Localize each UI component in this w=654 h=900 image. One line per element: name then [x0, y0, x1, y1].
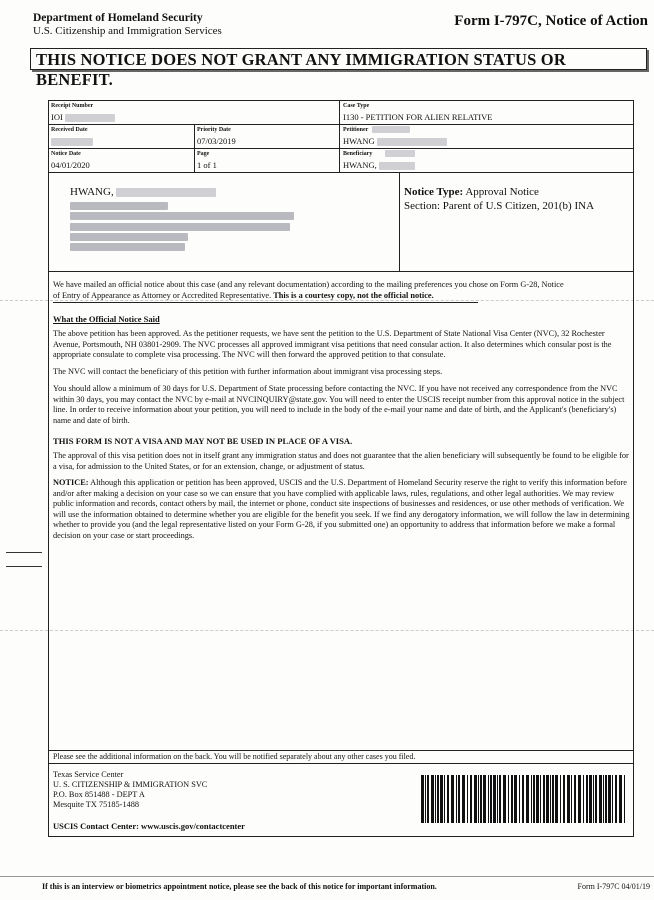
petitioner-value: HWANG: [343, 136, 447, 146]
status-banner: [30, 48, 647, 89]
page-label: Page: [197, 151, 210, 157]
paragraph-status: The approval of this visa petition does not in itself grant any immigration status and does not guarantee that the alien beneficiary will subsequently be found to be eligible for a visa, for admission to the United States, or for an extension, change, or adjustment of status.: [53, 451, 629, 471]
priority-date-value: 07/03/2019: [197, 136, 236, 146]
notice-date-value: 04/01/2020: [51, 160, 90, 170]
receipt-number-label: Receipt Number: [51, 103, 94, 109]
contact-center: USCIS Contact Center: www.uscis.gov/contactcenter: [53, 821, 245, 831]
notice-type: Notice Type: Approval Notice: [404, 186, 539, 198]
paragraph-nvc-contact: The NVC will contact the beneficiary of this petition with further information about immigrant visa processing steps.: [53, 367, 443, 376]
fold-mark: [6, 552, 42, 553]
received-date-label: Received Date: [51, 127, 88, 133]
section-heading: What the Official Notice Said: [53, 314, 160, 324]
receipt-number-value: IOI: [51, 112, 115, 122]
redacted-address: [70, 202, 168, 210]
service-center-line: Texas Service Center: [53, 770, 124, 779]
case-type-label: Case Type: [343, 103, 370, 109]
beneficiary-label: Beneficiary: [343, 151, 373, 157]
notice-section: Section: Parent of U.S Citizen, 201(b) INA: [404, 200, 595, 212]
page-value: 1 of 1: [197, 160, 217, 170]
form-title: Form I-797C, Notice of Action: [454, 13, 648, 29]
redacted-address: [70, 233, 188, 241]
priority-date-label: Priority Date: [197, 127, 231, 133]
additional-info-note: Please see the additional information on the back. You will be notified separately about any other cases you filed.: [53, 752, 416, 761]
intro-line-1: We have mailed an official notice about this case (and any relevant documentation) according to the mailing preferences you chose on Form G-28, Notice: [53, 280, 564, 289]
fold-mark: [6, 566, 42, 567]
paragraph-processing-time: You should allow a minimum of 30 days for U.S. Department of State processing before contacting the NVC. If you have not received any correspondence from the NVC within 30 days, you may contact the NVC by e-mail at NVCINQUIRY@state.gov. You will need to enter the USCIS receipt number from this approval notice in the subject line. In order to receive information about your petition, you will need to include in the body of the e-mail your name and date of birth, and the Applicant's (beneficiary's) name and date of birth.: [53, 384, 625, 425]
addressee-name: HWANG,: [70, 186, 216, 198]
service-center-line: P.O. Box 851488 - DEPT A: [53, 790, 145, 799]
paragraph-approval: The above petition has been approved. As the petitioner requests, we have sent the petition to the U.S. Department of State National Visa Center (NVC), 32 Rochester Avenue, Portsmouth, NH 03801-2909. The NVC processes all approved immigrant visa petitions that need consular action. It also determines which consular post is the appropriate consulate to complete visa processing. The NVC will then forward the approved petition to that consulate.: [53, 329, 612, 360]
agency-name: Department of Homeland Security: [33, 12, 203, 24]
appointment-note: If this is an interview or biometrics appointment notice, please see the back of this notice for important information.: [42, 882, 437, 891]
redacted-address: [70, 212, 294, 220]
service-center-line: Mesquite TX 75185-1488: [53, 800, 140, 809]
redacted-address: [70, 243, 185, 251]
service-center-line: U. S. CITIZENSHIP & IMMIGRATION SVC: [53, 780, 208, 789]
petitioner-label: Petitioner: [343, 127, 369, 133]
case-type-value: I130 - PETITION FOR ALIEN RELATIVE: [343, 112, 493, 122]
notice-date-label: Notice Date: [51, 151, 81, 157]
redacted-address: [70, 223, 290, 231]
visa-warning: THIS FORM IS NOT A VISA AND MAY NOT BE USED IN PLACE OF A VISA.: [53, 436, 353, 446]
paragraph-notice: NOTICE: Although this application or petition has been approved, USCIS and the U.S. Department of Homeland Security reserve the right to verify this information before and/or after making a decision on your case so we can ensure that you have complied with applicable laws, rules, regulations, and other legal authorities. We may review public information and records, contact others by mail, the internet or phone, conduct site inspections of businesses and residences, or use other methods of verification. We will use the information obtained to determine whether you are eligible for the benefit you seek. If we find any derogatory information, we will follow the law in determining whether to provide you (and the legal representative listed on your Form G-28, if you submitted one) an opportunity to address that information before we make a formal decision on your case or start proceedings.: [53, 478, 630, 540]
banner-text: THIS NOTICE DOES NOT GRANT ANY IMMIGRATION STATUS OR BENEFIT.: [36, 50, 566, 89]
subagency-name: U.S. Citizenship and Immigration Services: [33, 25, 222, 37]
barcode: [421, 775, 627, 823]
received-date-value: [51, 136, 93, 146]
form-edition: Form I-797C 04/01/19: [577, 882, 650, 891]
intro-line-2: of Entry of Appearance as Attorney or Accredited Representative. This is a courtesy copy, not the official notice.: [53, 291, 434, 300]
beneficiary-value: HWANG,: [343, 160, 415, 170]
